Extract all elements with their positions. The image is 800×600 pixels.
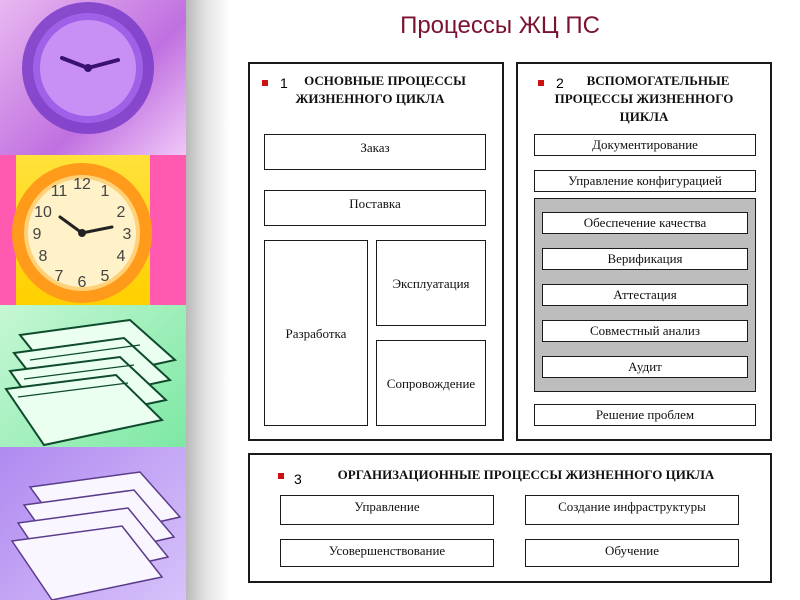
panel-heading-line2: ПРОЦЕССЫ ЖИЗНЕННОГО (554, 91, 734, 106)
process-box: Аудит (542, 356, 748, 378)
orange-clock-image (0, 155, 186, 305)
process-box: Управление конфигурацией (534, 170, 756, 192)
process-box: Заказ (264, 134, 486, 170)
purple-clock-image (0, 0, 186, 155)
process-box: Документирование (534, 134, 756, 156)
panel-heading-line3: ЦИКЛА (619, 109, 669, 124)
panel-number: 1 (280, 75, 288, 91)
panel-heading: ОРГАНИЗАЦИОННЫЕ ПРОЦЕССЫ ЖИЗНЕННОГО ЦИКЛА (337, 467, 715, 482)
panel-heading-line1: ОСНОВНЫЕ ПРОЦЕССЫ (304, 73, 466, 88)
clock-numeral: 9 (32, 226, 42, 243)
panel-heading-line1: ВСПОМОГАТЕЛЬНЫЕ (586, 73, 730, 88)
process-box: Усовершенствование (280, 539, 494, 567)
process-box: Аттестация (542, 284, 748, 306)
primary-processes-panel (248, 62, 504, 441)
clock-numeral: 11 (50, 183, 68, 200)
process-box: Верификация (542, 248, 748, 270)
page-title: Процессы ЖЦ ПС (400, 12, 600, 39)
process-box: Обеспечение качества (542, 212, 748, 234)
process-box: Совместный анализ (542, 320, 748, 342)
clock-numeral: 6 (77, 274, 87, 291)
clock-numeral: 8 (38, 248, 48, 265)
bullet-icon (262, 80, 268, 86)
process-box: Обучение (525, 539, 739, 567)
green-papers-image (0, 305, 186, 447)
panel-number: 3 (294, 471, 302, 487)
bullet-icon (278, 473, 284, 479)
clock-numeral: 12 (73, 176, 91, 193)
clock-numeral: 1 (100, 183, 110, 200)
panel-heading-line2: ЖИЗНЕННОГО ЦИКЛА (295, 91, 445, 106)
clock-numeral: 10 (34, 204, 52, 221)
clock-numeral: 2 (116, 204, 126, 221)
organizational-processes-panel (248, 453, 772, 583)
lavender-papers-image (0, 447, 186, 600)
clock-numeral: 7 (54, 268, 64, 285)
bullet-icon (538, 80, 544, 86)
decorative-photo-column (0, 0, 186, 600)
process-box: Сопровождение (376, 340, 486, 426)
process-box: Разработка (264, 240, 368, 426)
process-box: Эксплуатация (376, 240, 486, 326)
process-box: Управление (280, 495, 494, 525)
process-box: Поставка (264, 190, 486, 226)
clock-numeral: 3 (122, 226, 132, 243)
panel-number: 2 (556, 75, 564, 91)
clock-numeral: 5 (100, 268, 110, 285)
clock-numeral: 4 (116, 248, 126, 265)
supporting-processes-panel (516, 62, 772, 441)
process-box: Создание инфраструктуры (525, 495, 739, 525)
process-box: Решение проблем (534, 404, 756, 426)
column-shadow (186, 0, 230, 600)
